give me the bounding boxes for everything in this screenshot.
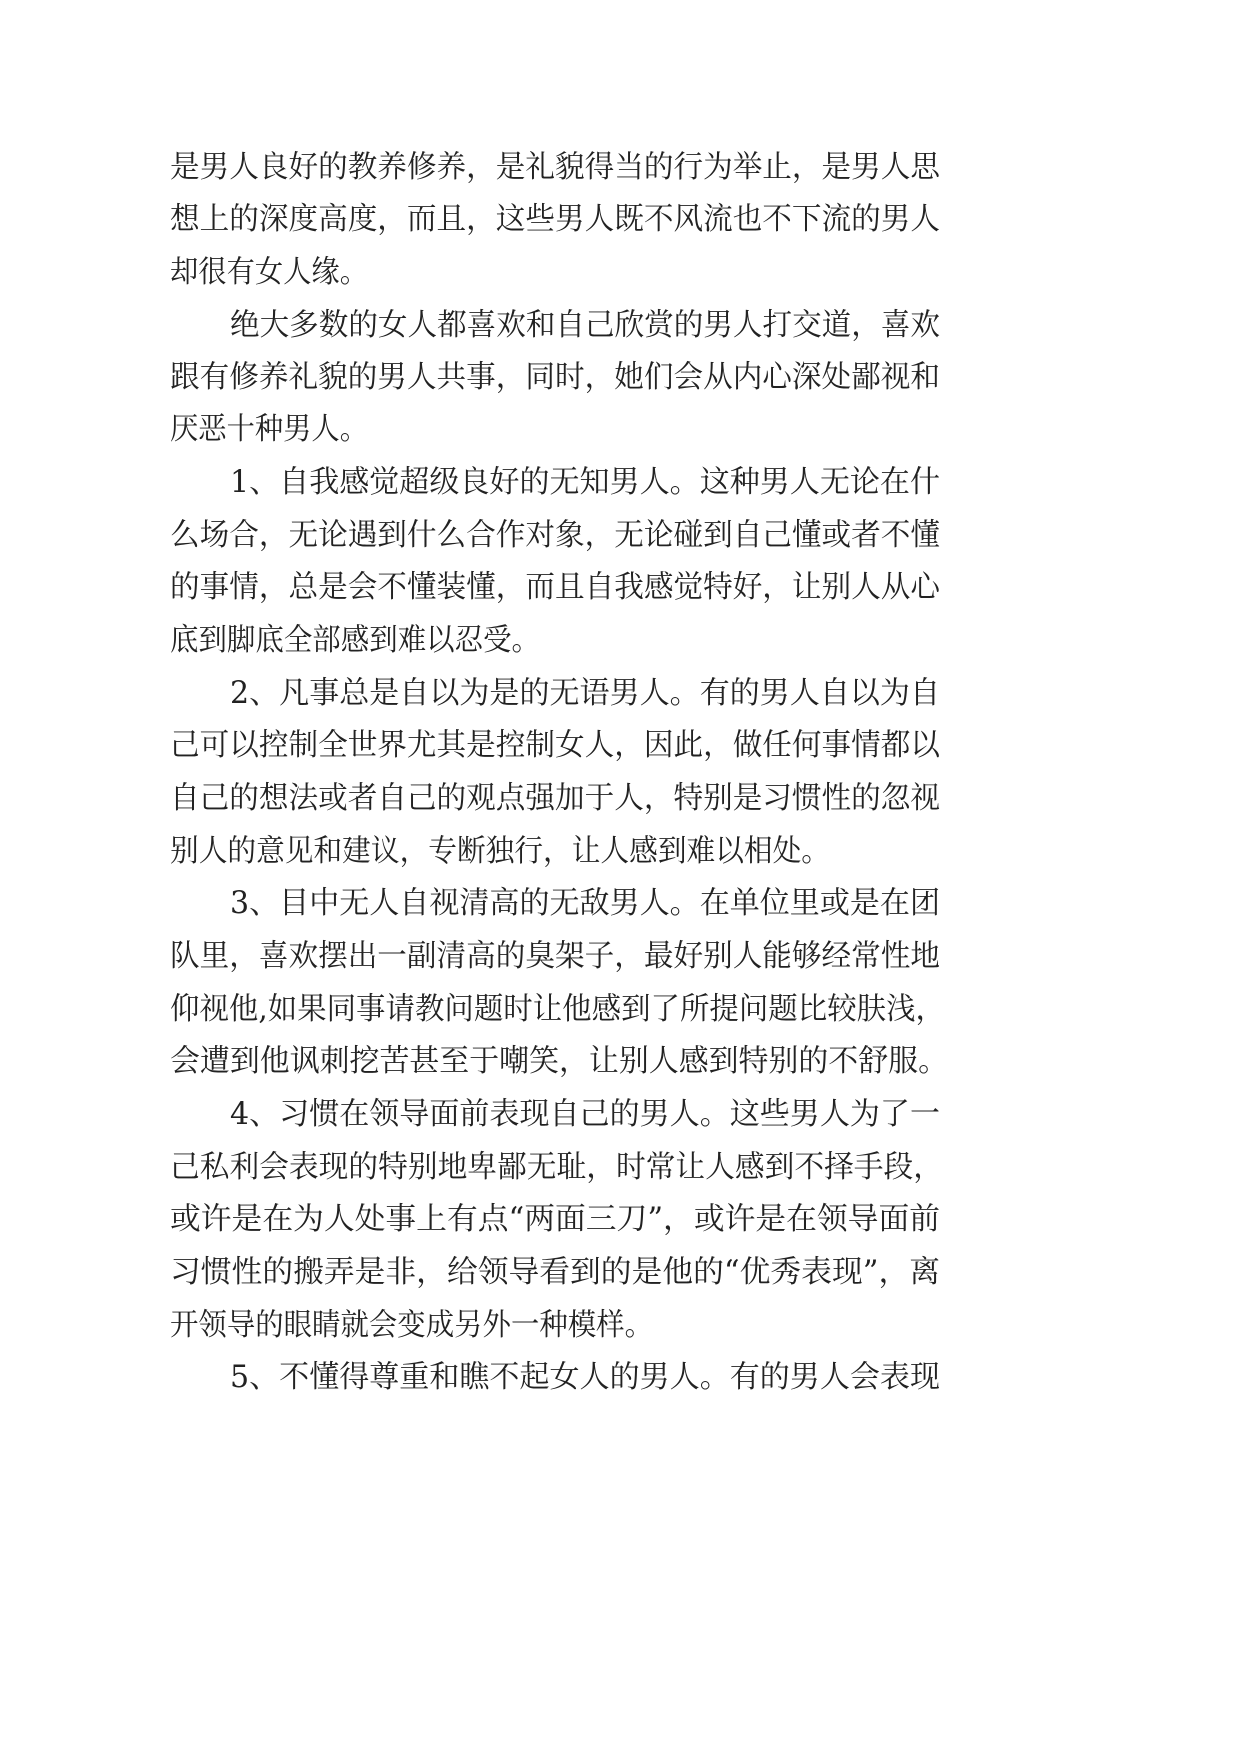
line-text: 底到脚底全部感到难以忍受。 [170, 623, 540, 658]
text-line [0, 664, 1241, 723]
line-text: 或许是在为人处事上有点“两面三刀”，或许是在领导面前 [170, 1202, 940, 1237]
line-text: 开领导的眼睛就会变成另外一种模样。 [170, 1308, 653, 1343]
line-text: 4、习惯在领导面前表现自己的男人。这些男人为了一 [230, 1097, 940, 1132]
line-text: 己可以控制全世界尤其是控制女人，因此，做任何事情都以 [170, 728, 940, 763]
text-line [0, 1138, 1241, 1197]
text-line [0, 400, 1241, 459]
text-line [0, 296, 1241, 355]
line-text: 1、自我感觉超级良好的无知男人。这种男人无论在什 [230, 465, 940, 500]
line-text: 却很有女人缘。 [170, 255, 368, 290]
text-line [0, 874, 1241, 933]
line-text: 绝大多数的女人都喜欢和自己欣赏的男人打交道，喜欢 [230, 308, 940, 343]
text-line [0, 348, 1241, 407]
text-line [0, 927, 1241, 986]
text-line [0, 190, 1241, 249]
line-text: 仰视他,如果同事请教问题时让他感到了所提问题比较肤浅， [170, 992, 945, 1027]
text-line [0, 506, 1241, 565]
line-text: 别人的意见和建议，专断独行，让人感到难以相处。 [170, 834, 830, 869]
line-text: 是男人良好的教养修养，是礼貌得当的行为举止，是男人思 [170, 150, 940, 185]
line-text: 2、凡事总是自以为是的无语男人。有的男人自以为自 [230, 676, 940, 711]
line-text: 5、不懂得尊重和瞧不起女人的男人。有的男人会表现 [230, 1360, 940, 1395]
line-text: 习惯性的搬弄是非，给领导看到的是他的“优秀表现”，离 [170, 1255, 940, 1290]
text-line [0, 1085, 1241, 1144]
line-text: 的事情，总是会不懂装懂，而且自我感觉特好，让别人从心 [170, 570, 940, 605]
line-text: 想上的深度高度，而且，这些男人既不风流也不下流的男人 [170, 202, 940, 237]
line-text: 自己的想法或者自己的观点强加于人，特别是习惯性的忽视 [170, 781, 940, 816]
text-line [0, 769, 1241, 828]
text-line [0, 1243, 1241, 1302]
line-text: 3、目中无人自视清高的无敌男人。在单位里或是在团 [230, 886, 940, 921]
text-line [0, 138, 1241, 197]
text-line [0, 558, 1241, 617]
line-text: 厌恶十种男人。 [170, 412, 368, 447]
text-line [0, 1348, 1241, 1407]
text-line [0, 822, 1241, 881]
line-text: 跟有修养礼貌的男人共事，同时，她们会从内心深处鄙视和 [170, 360, 940, 395]
line-text: 队里，喜欢摆出一副清高的臭架子，最好别人能够经常性地 [170, 939, 940, 974]
text-line [0, 611, 1241, 670]
line-text: 己私利会表现的特别地卑鄙无耻，时常让人感到不择手段， [170, 1150, 943, 1185]
text-line [0, 243, 1241, 302]
line-text: 么场合，无论遇到什么合作对象，无论碰到自己懂或者不懂 [170, 518, 940, 553]
text-line [0, 453, 1241, 512]
text-line [0, 1190, 1241, 1249]
line-text: 会遭到他讽刺挖苦甚至于嘲笑，让别人感到特别的不舒服。 [170, 1044, 948, 1079]
text-line [0, 1296, 1241, 1355]
text-line [0, 1032, 1241, 1091]
text-line [0, 980, 1241, 1039]
text-line [0, 716, 1241, 775]
